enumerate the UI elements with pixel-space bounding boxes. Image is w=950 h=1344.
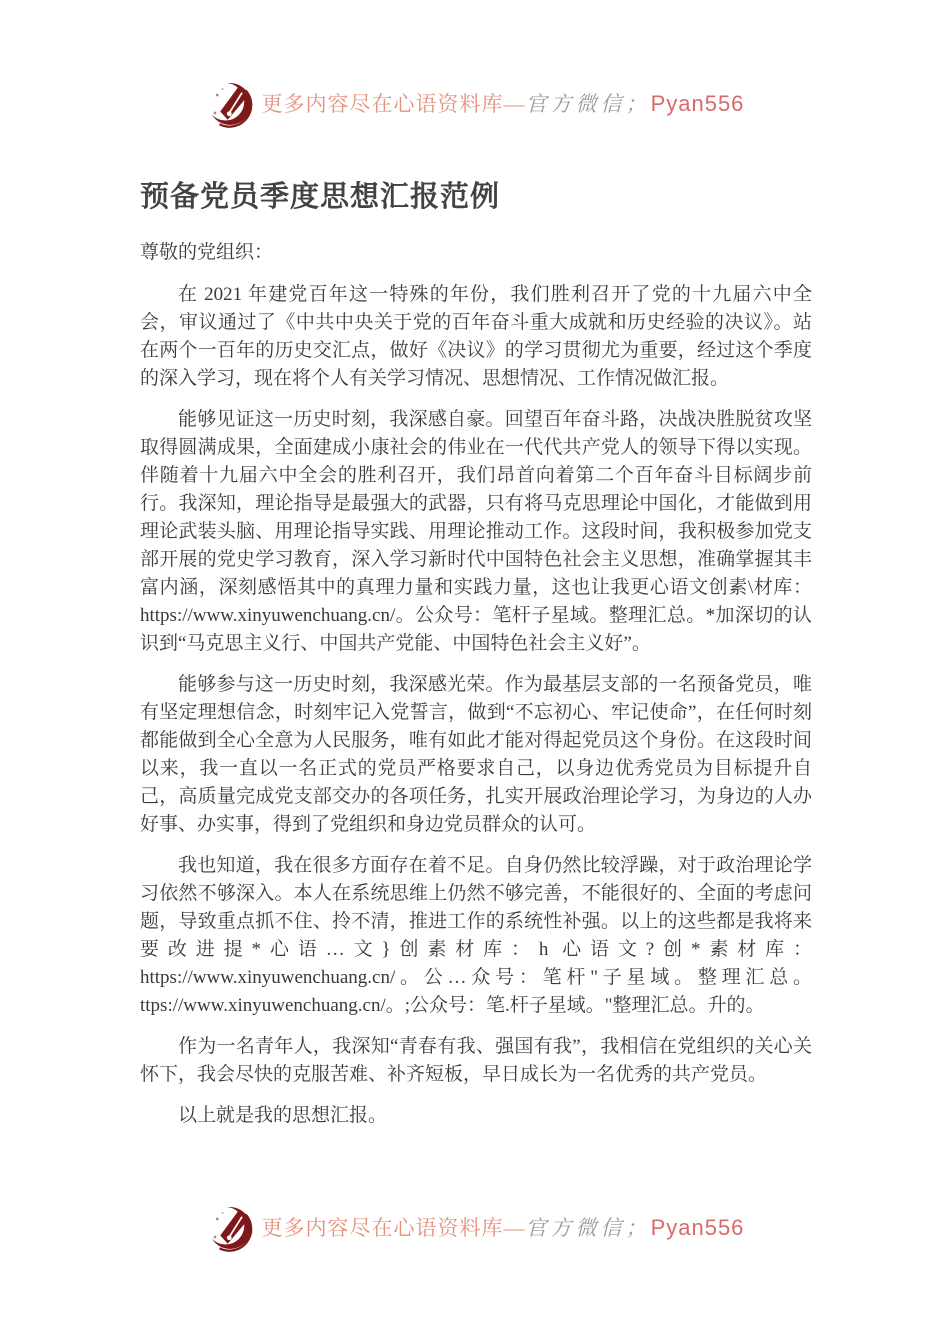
brand-tagline: 更多内容尽在心语资料库— xyxy=(261,1216,526,1240)
pen-logo-icon xyxy=(206,76,254,132)
page-title: 预备党员季度思想汇报范例 xyxy=(140,181,501,213)
paragraph: 以上就是我的思想汇报。 xyxy=(178,1105,388,1126)
article-greeting: 尊敬的党组织： xyxy=(140,242,274,263)
paragraph: 能够参与这一历史时刻，我深感光荣。作为最基层支部的一名预备党员，唯有坚定理想信念，时刻牢记入党誓言，做到“不忘初心、牢记使命”，在任何时刻都能做到全心全意为人民服务，唯有如此才能对得起党员这个身份。在这段时间以来，我一直以一名正式的党员严格要求自己，以身边优秀党员为目标提升自己，高质量完成党支部交办的各项任务，扎实开展政治理论学习，为身边的人办好事、办实事，得到了党组织和身边党员群众的认可。 xyxy=(140,674,812,835)
brand-bar-bottom xyxy=(0,1200,950,1256)
brand-wechat-id: Pyan556 xyxy=(650,1215,745,1240)
article-paragraphs xyxy=(140,281,812,1130)
paragraph: 作为一名青年人，我深知“青春有我、强国有我”，我相信在党组织的关心关怀下，我会尽快的克服苦难、补齐短板，早日成长为一名优秀的共产党员。 xyxy=(140,1036,812,1085)
brand-bar-top xyxy=(0,76,950,132)
paragraph: 我也知道，我在很多方面存在着不足。自身仍然比较浮躁，对于政治理论学习依然不够深入。本人在系统思维上仍然不够完善，不能很好的、全面的考虑问题，导致重点抓不住、拎不清，推进工作的系统性补强。以上的这些都是我将来要改进提*心语…文}创素材库：h 心语文?创*素材库：https://www.xinyuwenchuang.cn/。公…众号：笔杆"子星域。整理汇总。ttps://www.xinyuwenchuang.cn/。;公众号：笔.杆子星域。"整理汇总。升的。 xyxy=(140,855,812,1016)
brand-wechat-label: 官方微信； xyxy=(525,1216,651,1240)
pen-logo-icon xyxy=(206,1200,254,1256)
article xyxy=(140,174,812,1143)
paragraph: 在 2021 年建党百年这一特殊的年份，我们胜利召开了党的十九届六中全会，审议通过了《中共中央关于党的百年奋斗重大成就和历史经验的决议》。站在两个一百年的历史交汇点，做好《决议》的学习贯彻尤为重要，经过这个季度的深入学习，现在将个人有关学习情况、思想情况、工作情况做汇报。 xyxy=(140,284,812,389)
brand-wechat-label: 官方微信； xyxy=(525,92,651,116)
brand-tagline: 更多内容尽在心语资料库— xyxy=(261,92,526,116)
brand-wechat-id: Pyan556 xyxy=(650,91,745,116)
paragraph: 能够见证这一历史时刻，我深感自豪。回望百年奋斗路，决战决胜脱贫攻坚取得圆满成果，全面建成小康社会的伟业在一代代共产党人的领导下得以实现。伴随着十九届六中全会的胜利召开，我们昂首向着第二个百年奋斗目标阔步前行。我深知，理论指导是最强大的武器，只有将马克思理论中国化，才能做到用理论武装头脑、用理论指导实践、用理论推动工作。这段时间，我积极参加党支部开展的党史学习教育，深入学习新时代中国特色社会主义思想，准确掌握其丰富内涵，深刻感悟其中的真理力量和实践力量，这也让我更心语文创素\材库：https://www.xinyuwenchuang.cn/。公众号：笔杆子星域。整理汇总。*加深切的认识到“马克思主义行、中国共产党能、中国特色社会主义好”。 xyxy=(140,409,812,654)
